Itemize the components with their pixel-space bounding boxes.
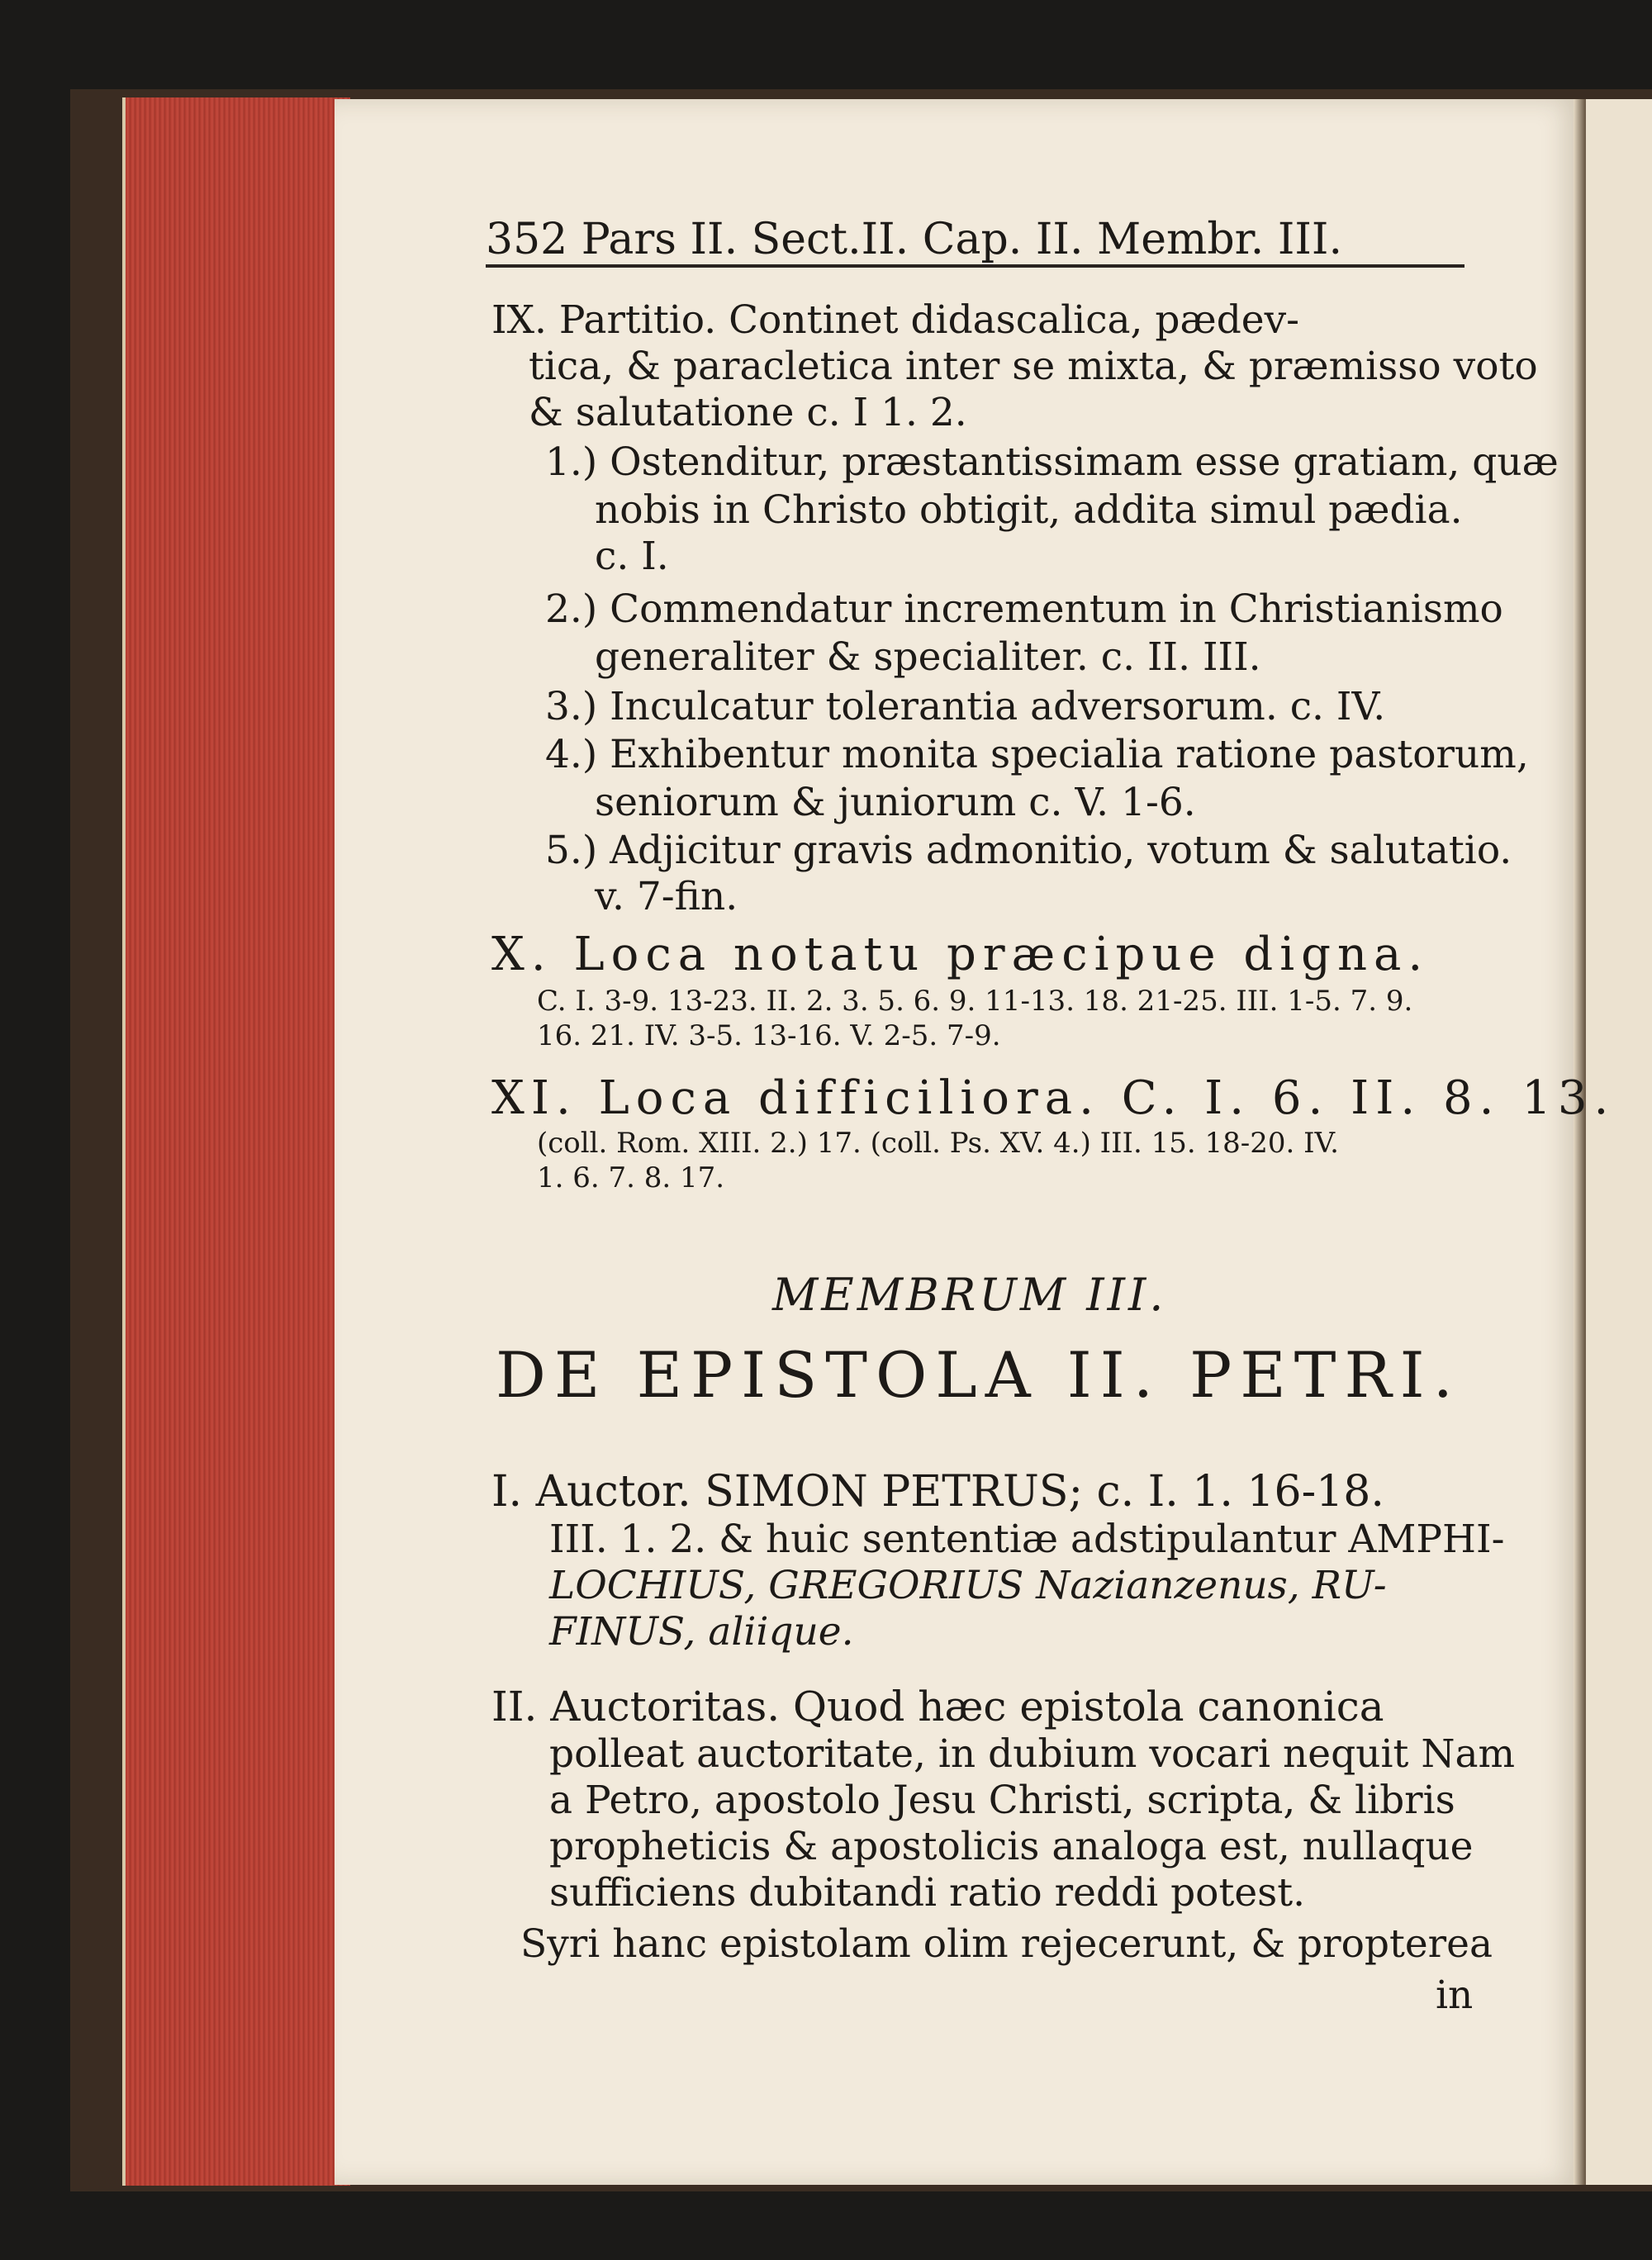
right-page-edge xyxy=(1586,99,1652,2185)
text-line-7: 2.) Commendatur incrementum in Christianismo xyxy=(545,586,1503,632)
text-line-6: c. I. xyxy=(595,534,669,579)
text-line-25: FINUS, aliique. xyxy=(549,1609,854,1655)
text-line-16: 16. 21. IV. 3-5. 13-16. V. 2-5. 7-9. xyxy=(537,1019,1001,1052)
text-line-11: seniorum & juniorum c. V. 1-6. xyxy=(595,780,1196,825)
text-line-30: sufficiens dubitandi ratio reddi potest. xyxy=(549,1870,1306,1916)
text-line-3: & salutatione c. I 1. 2. xyxy=(529,390,967,435)
text-line-29: propheticis & apostolicis analoga est, nullaque xyxy=(549,1824,1474,1869)
chapter-title: DE EPISTOLA II. PETRI. xyxy=(496,1338,1461,1412)
text-line-10: 4.) Exhibentur monita specialia ratione pastorum, xyxy=(545,732,1529,777)
text-line-26: II. Auctoritas. Quod hæc epistola canonica xyxy=(491,1683,1384,1731)
text-line-31: Syri hanc epistolam olim rejecerunt, & propterea xyxy=(520,1921,1493,1967)
text-line-4: 1.) Ostenditur, præstantissimam esse gratiam, quæ xyxy=(545,439,1559,485)
text-line-13: v. 7-fin. xyxy=(595,874,738,919)
red-page-edges xyxy=(122,97,350,2186)
text-line-2: tica, & paracletica inter se mixta, & præmisso voto xyxy=(529,344,1538,389)
text-line-8: generaliter & specialiter. c. II. III. xyxy=(595,634,1261,680)
text-line-1: IX. Partitio. Continet didascalica, pædev- xyxy=(491,297,1300,343)
text-line-19: 1. 6. 7. 8. 17. xyxy=(537,1161,725,1194)
text-line-22: I. Auctor. SIMON PETRUS; c. I. 1. 16-18. xyxy=(491,1467,1384,1517)
running-header: 352 Pars II. Sect.II. Cap. II. Membr. III. xyxy=(486,215,1342,264)
text-line-24: LOCHIUS, GREGORIUS Nazianzenus, RU- xyxy=(549,1563,1387,1608)
text-line-23: III. 1. 2. & huic sententiæ adstipulantur AMPHI- xyxy=(549,1517,1505,1562)
text-line-5: nobis in Christo obtigit, addita simul pædia. xyxy=(595,487,1463,533)
text-line-12: 5.) Adjicitur gravis admonitio, votum & salutatio. xyxy=(545,828,1512,873)
text-line-27: polleat auctoritate, in dubium vocari nequit Nam xyxy=(549,1731,1516,1777)
text-line-18: (coll. Rom. XIII. 2.) 17. (coll. Ps. XV. 4.) III. 15. 18-20. IV. xyxy=(537,1127,1339,1160)
catchword: in xyxy=(1436,1973,1474,2018)
text-line-28: a Petro, apostolo Jesu Christi, scripta, & libris xyxy=(549,1778,1455,1823)
section-heading-xi: XI. Loca difficiliora. C. I. 6. II. 8. 13. xyxy=(491,1071,1616,1125)
text-line-15: C. I. 3-9. 13-23. II. 2. 3. 5. 6. 9. 11-13. 18. 21-25. III. 1-5. 7. 9. xyxy=(537,985,1413,1018)
section-heading-x: X. Loca notatu præcipue digna. xyxy=(491,928,1430,981)
membrum-heading: MEMBRUM III. xyxy=(772,1269,1167,1321)
header-rule xyxy=(486,264,1464,268)
text-line-9: 3.) Inculcatur tolerantia adversorum. c. IV. xyxy=(545,684,1386,729)
